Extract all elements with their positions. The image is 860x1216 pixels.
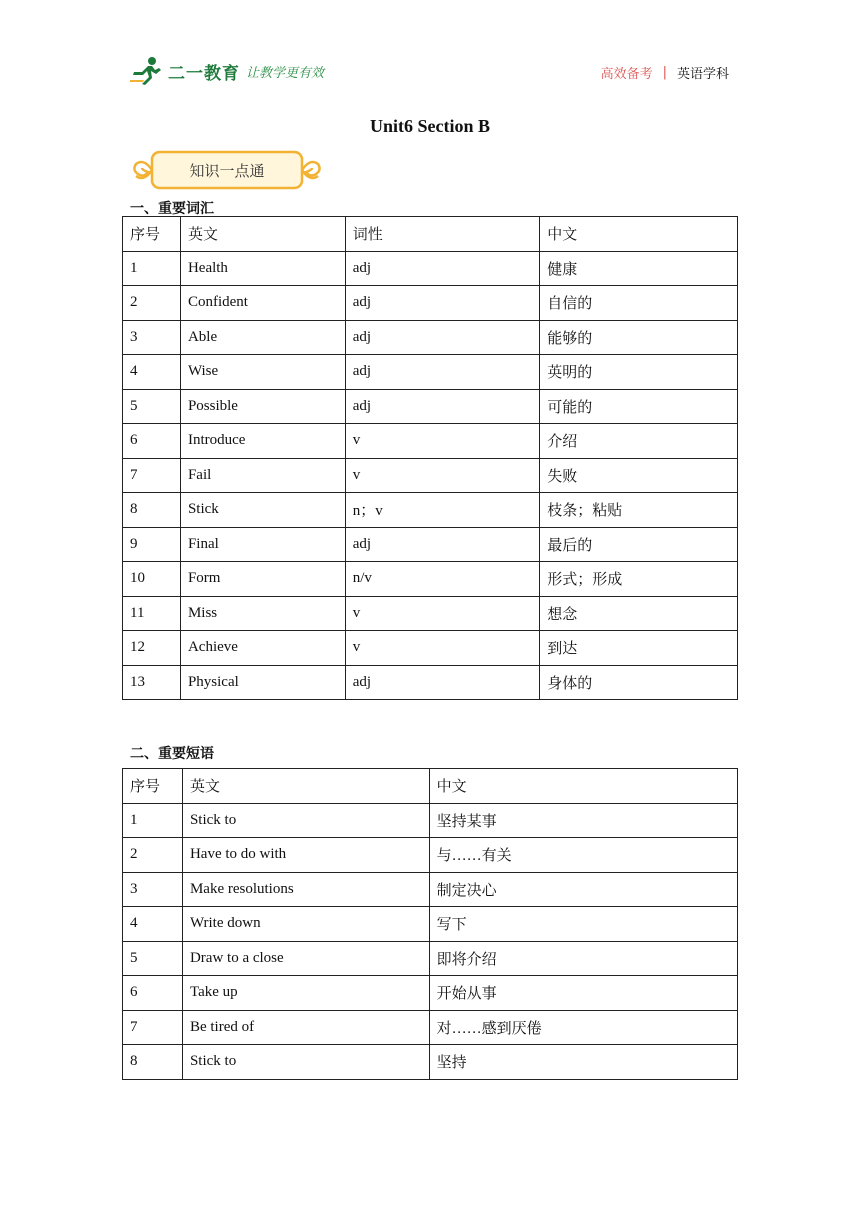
table-row xyxy=(123,838,738,873)
table-row xyxy=(123,286,738,321)
cell-chinese: 到达 xyxy=(540,631,738,666)
cell-chinese: 想念 xyxy=(540,596,738,631)
logo-wordmark: 二一教育 xyxy=(168,63,240,84)
phrases-heading: 二、重要短语 xyxy=(130,746,214,762)
cell-english: Achieve xyxy=(180,631,345,666)
cell-chinese: 自信的 xyxy=(540,286,738,321)
cell-pos: adj xyxy=(345,665,540,700)
cell-pos: adj xyxy=(345,389,540,424)
cell-chinese: 与……有关 xyxy=(429,838,737,873)
cell-number: 5 xyxy=(123,941,183,976)
table-row xyxy=(123,493,738,528)
cell-chinese: 最后的 xyxy=(540,527,738,562)
cell-chinese: 形式；形成 xyxy=(540,562,738,597)
cell-pos: v xyxy=(345,424,540,459)
header-tag-accent: 高效备考 xyxy=(600,67,653,82)
cell-english: Miss xyxy=(180,596,345,631)
cell-number: 12 xyxy=(123,631,181,666)
table-row xyxy=(123,251,738,286)
cell-chinese: 开始从事 xyxy=(429,976,737,1011)
cell-english: Wise xyxy=(180,355,345,390)
cell-english: Confident xyxy=(180,286,345,321)
cell-english: Stick to xyxy=(182,803,429,838)
cell-number: 3 xyxy=(123,872,183,907)
cell-english: Form xyxy=(180,562,345,597)
table-row xyxy=(123,458,738,493)
table-row xyxy=(123,907,738,942)
col-header-english: 英文 xyxy=(182,769,429,804)
cell-english: Able xyxy=(180,320,345,355)
cell-number: 7 xyxy=(123,458,181,493)
header-tags xyxy=(601,63,729,82)
table-header-row xyxy=(123,217,738,252)
cell-chinese: 可能的 xyxy=(540,389,738,424)
col-header-english: 英文 xyxy=(180,217,345,252)
table-row xyxy=(123,941,738,976)
cell-number: 13 xyxy=(123,665,181,700)
cell-number: 8 xyxy=(123,493,181,528)
cell-chinese: 能够的 xyxy=(540,320,738,355)
cell-chinese: 写下 xyxy=(429,907,737,942)
vocab-heading: 一、重要词汇 xyxy=(130,201,214,217)
cell-english: Be tired of xyxy=(182,1010,429,1045)
cell-english: Stick xyxy=(180,493,345,528)
cell-number: 3 xyxy=(123,320,181,355)
cell-pos: adj xyxy=(345,286,540,321)
col-header-chinese: 中文 xyxy=(540,217,738,252)
cell-english: Final xyxy=(180,527,345,562)
col-header-pos: 词性 xyxy=(345,217,540,252)
page-title: Unit6 Section B xyxy=(369,116,490,136)
cell-pos: n；v xyxy=(345,493,540,528)
table-row xyxy=(123,355,738,390)
cell-english: Have to do with xyxy=(182,838,429,873)
cell-number: 6 xyxy=(123,424,181,459)
cell-english: Physical xyxy=(180,665,345,700)
cell-pos: v xyxy=(345,631,540,666)
table-row xyxy=(123,1045,738,1080)
header-separator: | xyxy=(662,65,667,80)
cell-number: 11 xyxy=(123,596,181,631)
table-row xyxy=(123,976,738,1011)
runner-logo-icon xyxy=(130,56,166,86)
cell-pos: adj xyxy=(345,527,540,562)
cell-chinese: 枝条；粘贴 xyxy=(540,493,738,528)
vocab-table xyxy=(122,216,738,700)
cell-chinese: 制定决心 xyxy=(429,872,737,907)
cell-chinese: 介绍 xyxy=(540,424,738,459)
table-row xyxy=(123,803,738,838)
table-row xyxy=(123,596,738,631)
table-row xyxy=(123,872,738,907)
cell-number: 1 xyxy=(123,803,183,838)
table-row xyxy=(123,320,738,355)
cell-english: Fail xyxy=(180,458,345,493)
cell-chinese: 对……感到厌倦 xyxy=(429,1010,737,1045)
table-row xyxy=(123,1010,738,1045)
table-header-row xyxy=(123,769,738,804)
cell-number: 1 xyxy=(123,251,181,286)
table-row xyxy=(123,389,738,424)
cell-number: 5 xyxy=(123,389,181,424)
cell-chinese: 即将介绍 xyxy=(429,941,737,976)
header-subject: 英语学科 xyxy=(676,67,729,82)
cell-english: Draw to a close xyxy=(182,941,429,976)
cell-english: Take up xyxy=(182,976,429,1011)
phrases-table xyxy=(122,768,738,1080)
cell-number: 6 xyxy=(123,976,183,1011)
cell-number: 2 xyxy=(123,838,183,873)
table-row xyxy=(123,665,738,700)
col-header-number: 序号 xyxy=(123,217,181,252)
logo-slogan: 让教学更有效 xyxy=(246,65,325,81)
cell-chinese: 英明的 xyxy=(540,355,738,390)
cell-pos: adj xyxy=(345,355,540,390)
cell-english: Stick to xyxy=(182,1045,429,1080)
col-header-chinese: 中文 xyxy=(429,769,737,804)
section-banner xyxy=(130,148,324,192)
col-header-number: 序号 xyxy=(123,769,183,804)
cell-number: 4 xyxy=(123,907,183,942)
cell-english: Health xyxy=(180,251,345,286)
cell-pos: v xyxy=(345,596,540,631)
cell-english: Possible xyxy=(180,389,345,424)
cell-english: Introduce xyxy=(180,424,345,459)
cell-number: 9 xyxy=(123,527,181,562)
cell-pos: v xyxy=(345,458,540,493)
cell-chinese: 身体的 xyxy=(540,665,738,700)
cell-english: Write down xyxy=(182,907,429,942)
table-row xyxy=(123,562,738,597)
cell-number: 4 xyxy=(123,355,181,390)
cell-chinese: 失败 xyxy=(540,458,738,493)
page-header xyxy=(0,0,860,100)
cell-pos: n/v xyxy=(345,562,540,597)
cell-number: 8 xyxy=(123,1045,183,1080)
cell-number: 7 xyxy=(123,1010,183,1045)
cell-pos: adj xyxy=(345,320,540,355)
cell-pos: adj xyxy=(345,251,540,286)
brand-logo xyxy=(130,54,324,88)
table-row xyxy=(123,631,738,666)
cell-chinese: 健康 xyxy=(540,251,738,286)
cell-chinese: 坚持某事 xyxy=(429,803,737,838)
table-row xyxy=(123,527,738,562)
cell-number: 10 xyxy=(123,562,181,597)
cell-number: 2 xyxy=(123,286,181,321)
cell-chinese: 坚持 xyxy=(429,1045,737,1080)
cell-english: Make resolutions xyxy=(182,872,429,907)
table-row xyxy=(123,424,738,459)
banner-label: 知识一点通 xyxy=(189,161,265,180)
